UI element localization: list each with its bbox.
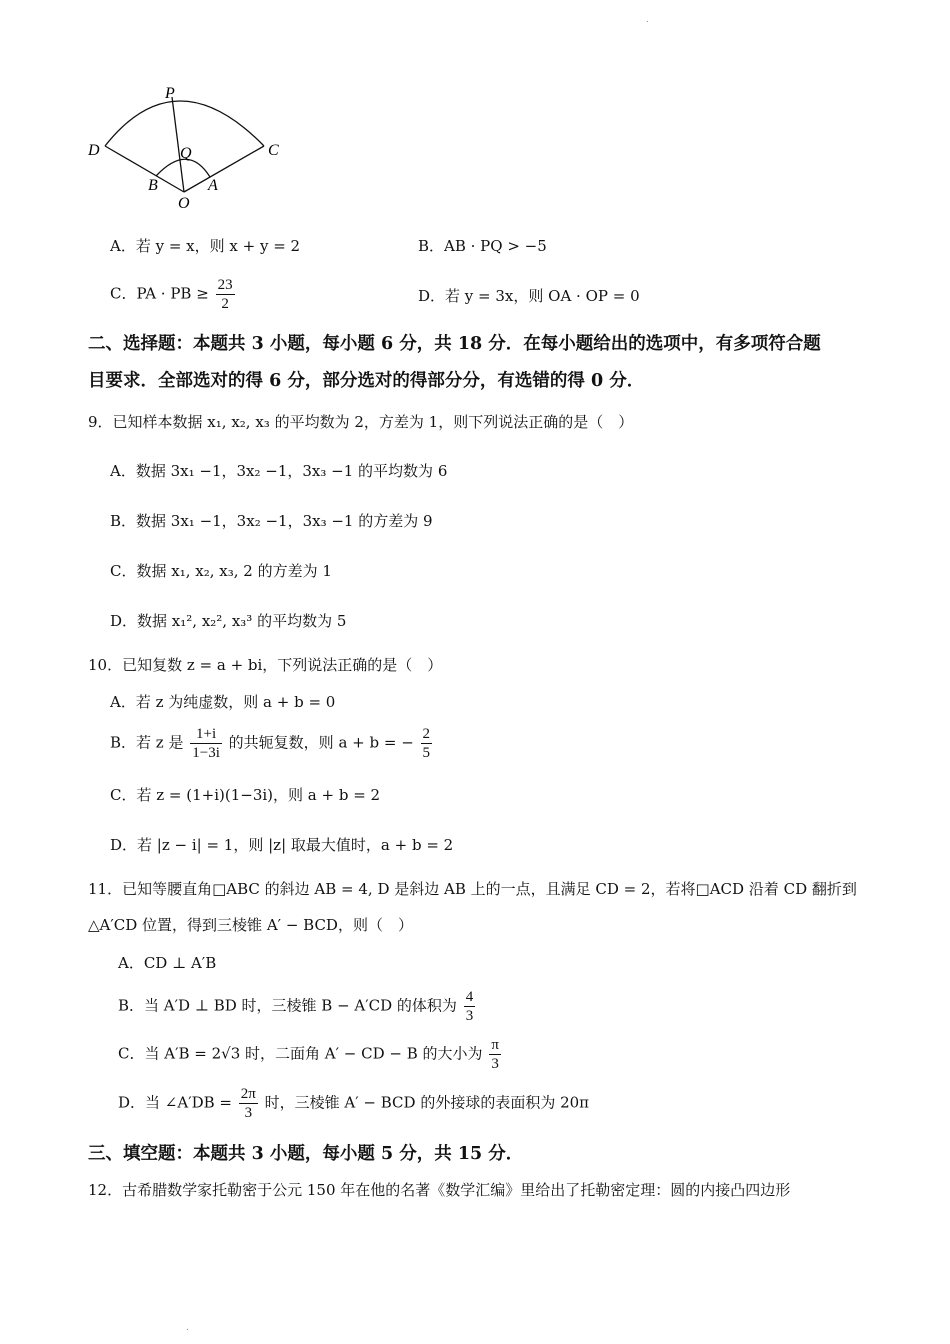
q10-option-c: C．若 z = (1+i)(1−3i)，则 a + b = 2 [110,786,381,804]
label-d: D [88,142,100,159]
sector-figure [80,80,300,215]
q9-option-d: D．数据 x₁², x₂², x₃³ 的平均数为 5 [110,612,347,630]
fraction [190,725,222,762]
sector-diagram [80,80,300,215]
page-mark-bottom: . [186,1322,189,1333]
q10-option-a: A．若 z 为纯虚数，则 a + b = 0 [110,693,336,711]
q12-stem: 12．古希腊数学家托勒密于公元 150 年在他的名著《数学汇编》里给出了托勒密定理：圆的内接凸四边形 [88,1181,791,1199]
fraction [464,988,476,1025]
section-3-title: 三、填空题：本题共 3 小题，每小题 5 分，共 15 分． [88,1144,524,1164]
q10-stem: 10．已知复数 z = a + bi，下列说法正确的是（ ） [88,656,443,674]
q8-option-c-text: C．PA · PB ≥ [110,284,209,303]
q9-option-b: B．数据 3x₁ −1，3x₂ −1，3x₃ −1 的方差为 9 [110,512,433,530]
q11-stem-line-2: △A′CD 位置，得到三棱锥 A′ − BCD，则（ ） [88,916,413,934]
label-o: O [178,195,190,212]
q11-option-b [118,988,477,1025]
q11-option-d-suffix: 时，三棱锥 A′ − BCD 的外接球的表面积为 20π [264,1093,590,1112]
q10-option-b-prefix: B．若 z 是 [110,733,184,752]
q10-option-d: D．若 |z − i| = 1，则 |z| 取最大值时，a + b = 2 [110,836,454,854]
q8-option-d: D．若 y = 3x，则 OA · OP = 0 [418,287,640,305]
q8-option-b: B．AB · PQ > −5 [418,237,547,255]
q8-option-a: A．若 y = x，则 x + y = 2 [110,237,301,255]
fraction-numerator: 4 [465,989,474,1005]
fraction-denominator: 2 [221,296,229,312]
outer-arc [105,101,264,146]
fraction-numerator: 1+i [190,725,222,744]
fraction-denominator: 3 [244,1105,253,1121]
fraction-denominator: 3 [491,1056,499,1072]
fraction-numerator: 2π [240,1086,256,1102]
q8-option-c [110,276,237,313]
q11-option-a: A．CD ⊥ A′B [118,954,217,972]
fraction-denominator: 1−3i [192,745,220,761]
label-a: A [208,177,218,194]
q11-stem-line-1: 11．已知等腰直角□ABC 的斜边 AB = 4, D 是斜边 AB 上的一点，且满足 CD = 2，若将□ACD 沿着 CD 翻折到 [88,880,857,898]
fraction [421,725,433,762]
fraction-numerator: π [491,1037,499,1053]
q9-option-a: A．数据 3x₁ −1，3x₂ −1，3x₃ −1 的平均数为 6 [110,462,448,480]
fraction-denominator: 3 [465,1008,474,1024]
q9-stem: 9．已知样本数据 x₁, x₂, x₃ 的平均数为 2，方差为 1，则下列说法正确的是（ ） [88,413,634,431]
fraction-numerator: 2 [422,726,431,742]
q11-option-c-text: C．当 A′B = 2√3 时，二面角 A′ − CD − B 的大小为 [118,1044,483,1063]
section-2-title-line-2: 目要求．全部选对的得 6 分，部分选对的得部分分，有选错的得 0 分． [88,371,645,391]
radius-od [105,146,184,192]
q10-option-b-mid: 的共轭复数，则 a + b = − [228,733,414,752]
fraction-denominator: 5 [422,745,431,761]
label-p: P [165,85,175,102]
fraction [489,1036,501,1073]
q9-option-c: C．数据 x₁, x₂, x₃, 2 的方差为 1 [110,562,332,580]
fraction [239,1085,258,1122]
radius-oc [184,146,264,192]
fraction [216,276,235,313]
q11-option-b-text: B．当 A′D ⊥ BD 时，三棱锥 B − A′CD 的体积为 [118,996,457,1015]
q11-option-d-prefix: D．当 ∠A′DB = [118,1093,232,1112]
fraction-numerator: 23 [217,277,233,293]
q10-option-b [110,725,434,762]
q11-option-d [118,1085,589,1122]
q11-option-c [118,1036,503,1073]
label-b: B [148,177,158,194]
label-c: C [268,142,279,159]
section-2-title-line-1: 二、选择题：本题共 3 小题，每小题 6 分，共 18 分．在每小题给出的选项中，有多项符合题 [88,334,821,354]
label-q: Q [180,145,192,162]
page-mark-top: . [646,14,649,25]
